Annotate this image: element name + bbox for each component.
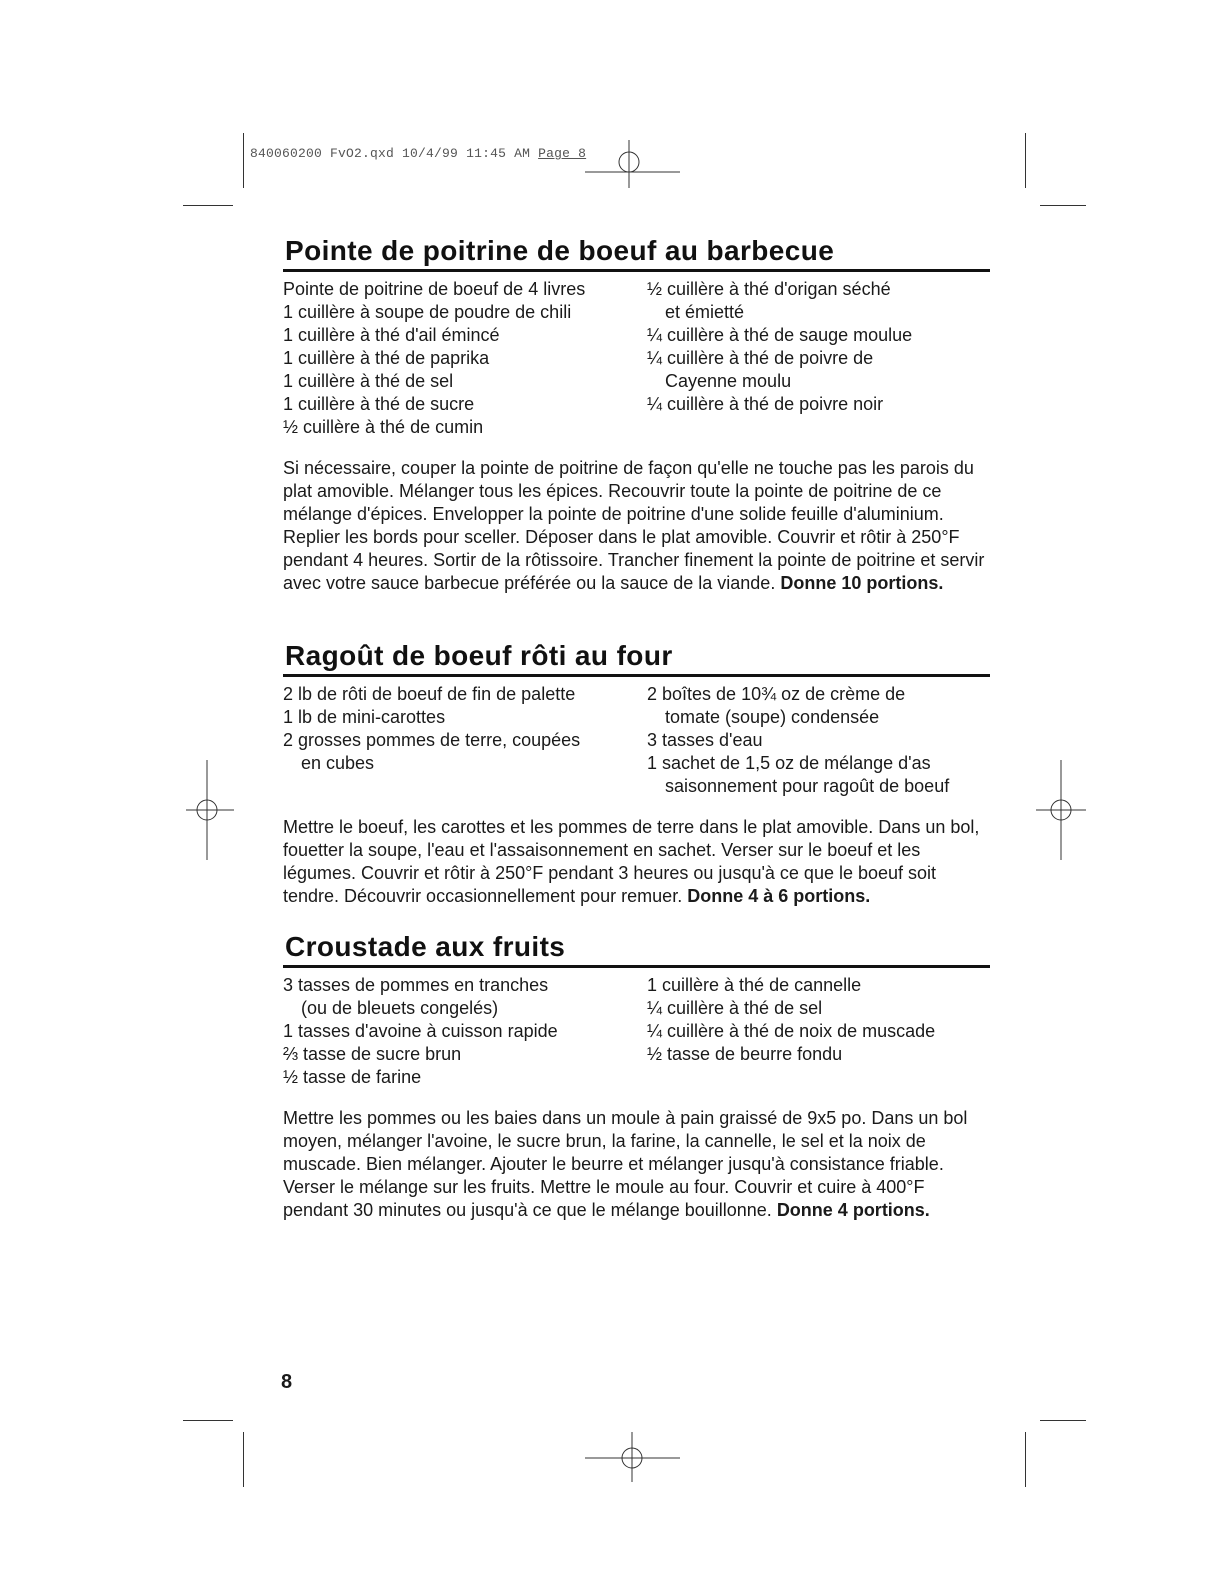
ingredient-column-right (647, 683, 990, 798)
crop-mark-bottom-right-vertical (1025, 1432, 1026, 1487)
ingredient-item: ¼ cuillère à thé de poivre de (647, 348, 874, 368)
ingredient-item: ½ tasse de beurre fondu (647, 1044, 843, 1064)
ingredient-item: ½ cuillère à thé d'origan séché (647, 279, 891, 299)
ingredient-item-continuation: (ou de bleuets congelés) (301, 998, 499, 1018)
ingredient-column-left (283, 683, 647, 798)
ingredient-item-continuation: et émietté (665, 302, 745, 322)
ingredient-item: ¼ cuillère à thé de noix de muscade (647, 1021, 936, 1041)
yield-text: Donne 10 portions. (780, 573, 944, 593)
ingredient-column-left (283, 278, 647, 439)
method-text: Mettre le boeuf, les carottes et les pommes de terre dans le plat amovible. Dans un bol, fouetter la soupe, l'eau et l'assaisonnement en sachet. Verser sur le boeuf et les légumes. Couvrir et rôtir à 250°F pendant 3 heures ou jusqu'à ce que le boeuf soit tendre. Découvrir occasionnellement pour remuer. (283, 817, 980, 906)
crop-mark-bottom-left-horizontal (183, 1420, 233, 1421)
ingredient-item: ¼ cuillère à thé de sauge moulue (647, 325, 913, 345)
ingredient-item: ½ cuillère à thé de cumin (283, 417, 484, 437)
ingredient-item: 3 tasses d'eau (647, 730, 763, 750)
ingredient-item: ¼ cuillère à thé de poivre noir (647, 394, 884, 414)
ingredient-item: 2 lb de rôti de boeuf de fin de palette (283, 684, 576, 704)
title-rule (283, 269, 990, 272)
slug-time: 11:45 AM (466, 146, 531, 161)
page-number: 8 (281, 1371, 293, 1393)
method-paragraph (283, 1107, 990, 1222)
ingredient-column-right (647, 974, 990, 1089)
ingredient-item: 1 cuillère à thé de cannelle (647, 975, 862, 995)
ingredient-item: Pointe de poitrine de boeuf de 4 livres (283, 279, 586, 299)
ingredient-item-continuation: Cayenne moulu (665, 371, 792, 391)
registration-mark-top (585, 140, 685, 190)
ingredient-item: 1 tasses d'avoine à cuisson rapide (283, 1021, 558, 1041)
slug-page: Page 8 (538, 146, 587, 161)
printer-slug (250, 146, 586, 161)
ingredient-item: 1 sachet de 1,5 oz de mélange d'as (647, 753, 931, 773)
ingredient-list (283, 974, 990, 1089)
recipe-title: Croustade aux fruits (285, 931, 566, 962)
crop-mark-top-left-horizontal (183, 205, 233, 206)
ingredient-item: ⅔ tasse de sucre brun (283, 1044, 462, 1064)
method-text: Mettre les pommes ou les baies dans un moule à pain graissé de 9x5 po. Dans un bol moyen, mélanger l'avoine, le sucre brun, la farine, la cannelle, le sel et la noix de muscade. Bien mélanger. Ajouter le beurre et mélanger jusqu'à consistance friable. Verser le mélange sur les fruits. Mettre le moule au four. Couvrir et cuire à 400°F pendant 30 minutes ou jusqu'à ce que le mélange bouillonne. (283, 1108, 968, 1220)
ingredient-column-right (647, 278, 990, 439)
ingredient-item: 1 cuillère à soupe de poudre de chili (283, 302, 572, 322)
ingredient-item: 2 grosses pommes de terre, coupées (283, 730, 581, 750)
yield-text: Donne 4 portions. (776, 1200, 930, 1220)
ingredient-item-continuation: en cubes (301, 753, 375, 773)
crop-mark-top-right-horizontal (1040, 205, 1086, 206)
ingredient-item: 1 cuillère à thé d'ail émincé (283, 325, 500, 345)
ingredient-item: 2 boîtes de 10¾ oz de crème de (647, 684, 906, 704)
registration-mark-left (186, 760, 236, 862)
ingredient-column-left (283, 974, 647, 1089)
ingredient-list (283, 278, 990, 439)
crop-mark-top-left-vertical (243, 133, 244, 188)
crop-mark-bottom-right-horizontal (1040, 1420, 1086, 1421)
crop-mark-bottom-left-vertical (243, 1432, 244, 1487)
ingredient-list (283, 683, 990, 798)
method-text: Si nécessaire, couper la pointe de poitrine de façon qu'elle ne touche pas les parois du plat amovible. Mélanger tous les épices. Recouvrir toute la pointe de poitrine de ce mélange d'épices. Envelopper la pointe de poitrine d'une solide feuille d'aluminium. Replier les bords pour sceller. Déposer dans le plat amovible. Couvrir et rôtir à 250°F pendant 4 heures. Sortir de la rôtissoire. Trancher finement la pointe de poitrine et servir avec votre sauce barbecue préférée ou la sauce de la viande. (283, 458, 985, 593)
title-rule (283, 674, 990, 677)
registration-mark-right (1036, 760, 1088, 862)
title-rule (283, 965, 990, 968)
ingredient-item: 1 cuillère à thé de paprika (283, 348, 490, 368)
ingredient-item: 1 lb de mini-carottes (283, 707, 446, 727)
slug-file: 840060200 FvO2.qxd (250, 146, 395, 161)
ingredient-item: 3 tasses de pommes en tranches (283, 975, 549, 995)
recipe-section (283, 234, 990, 595)
recipe-title: Pointe de poitrine de boeuf au barbecue (285, 235, 835, 266)
slug-date: 10/4/99 (402, 146, 459, 161)
ingredient-item: 1 cuillère à thé de sel (283, 371, 454, 391)
ingredient-item: ½ tasse de farine (283, 1067, 422, 1087)
method-paragraph (283, 816, 990, 908)
recipe-section (283, 639, 990, 908)
registration-mark-bottom (585, 1432, 685, 1484)
ingredient-item-continuation: saisonnement pour ragoût de boeuf (665, 776, 950, 796)
ingredient-item: ¼ cuillère à thé de sel (647, 998, 823, 1018)
method-paragraph (283, 457, 990, 595)
recipe-section (283, 930, 990, 1222)
ingredient-item: 1 cuillère à thé de sucre (283, 394, 475, 414)
crop-mark-top-right-vertical (1025, 133, 1026, 188)
yield-text: Donne 4 à 6 portions. (687, 886, 871, 906)
recipe-title: Ragoût de boeuf rôti au four (285, 640, 673, 671)
ingredient-item-continuation: tomate (soupe) condensée (665, 707, 880, 727)
